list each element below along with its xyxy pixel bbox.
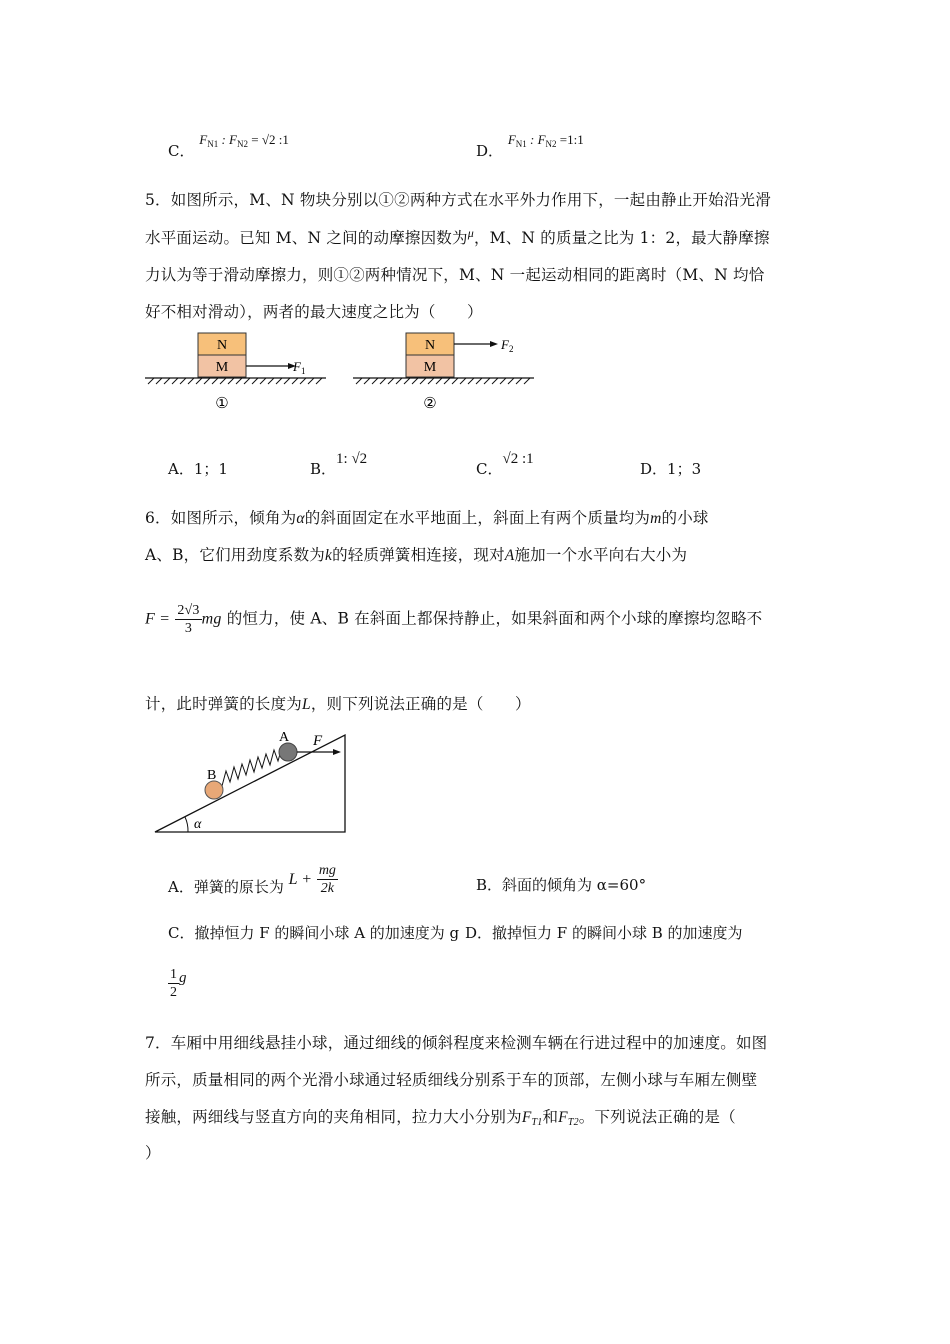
force2-label: $F_2$ (501, 337, 514, 354)
q4-option-d-expr: $F_{N1}$ : $F_{N2}$ =1:1 (507, 132, 584, 149)
q7-line-2: 所示，质量相同的两个光滑小球通过轻质细线分别系于车的顶部，左侧小球与车厢左侧壁 (145, 1071, 758, 1089)
q4-option-c-expr: $F_{N1}$ : $F_{N2} = √2$ :1 (199, 132, 289, 149)
q4-option-c: C． $F_{N1}$ : $F_{N2} = √2$ :1 (168, 132, 289, 160)
ball-b-label: B (207, 768, 217, 783)
q5-fig2 (353, 333, 534, 412)
q4-option-d: D． $F_{N1}$ : $F_{N2}$ =1:1 (476, 132, 584, 160)
q6-option-a: A．弹簧的原长为 L + $\frac{mg}{2k}$ (168, 863, 336, 896)
q5-line-3: 力认为等于滑动摩擦力，则①②两种情况下，M、N 一起运动相同的距离时（M、N 均恰 (145, 266, 765, 284)
block-n-2-label: N (424, 338, 436, 353)
q6-option-b: B．斜面的倾角为 α=60° (476, 876, 647, 894)
angle-arc (185, 817, 188, 832)
incline (155, 735, 345, 832)
spring (222, 747, 282, 786)
q6-line-2: A、B，它们用劲度系数为k的轻质弹簧相连接，现对A施加一个水平向右大小为 (145, 546, 688, 564)
force-label: F (313, 733, 323, 749)
q5-option-b: B．1: √2 (310, 451, 368, 478)
q6-figure (150, 728, 360, 838)
ground-hatch-1 (148, 378, 322, 384)
q6-line-3: F = $\frac{2√3}{3}$ mg 的恒力，使 A、B 在斜面上都保持静止，如果斜面和两个小球的摩擦均忽略不 (145, 603, 763, 636)
q6-option-c: C．撤掉恒力 F 的瞬间小球 A 的加速度为 g (168, 924, 460, 942)
ball-a-label: A (279, 730, 290, 745)
block-n-1-label: N (216, 338, 228, 353)
q7-line-4: ） (145, 1144, 161, 1162)
q7-line-1: 7．车厢中用细线悬挂小球，通过细线的倾斜程度来检测车辆在行进过程中的加速度。如图 (145, 1034, 768, 1052)
q5-line-2: 水平面运动。已知 M、N 之间的动摩擦因数为$^\mu$，M、N 的质量之比为 1：2，最大静摩擦 (145, 226, 770, 247)
q5-line-4: 好不相对滑动），两者的最大速度之比为（ ） (145, 303, 483, 321)
ground-hatch-2 (356, 378, 530, 384)
q5-figure (140, 328, 540, 418)
q6-option-d-value: $\frac{1}{2}$ g (170, 967, 187, 1000)
block-m-2-label: M (423, 360, 437, 375)
q6-option-d-fraction: $\frac{1}{2}$ (170, 967, 177, 1000)
ball-a (279, 743, 297, 761)
q5-option-c: C．√2 :1 (476, 451, 534, 478)
q5-line-1: 5．如图所示，M、N 物块分别以①②两种方式在水平外力作用下，一起由静止开始沿光滑 (145, 191, 771, 209)
block-m-1-label: M (215, 360, 229, 375)
q5-fig1 (145, 333, 326, 412)
force1-label: $F_1$ (293, 359, 306, 376)
q7-line-3: 接触，两细线与竖直方向的夹角相同，拉力大小分别为FT1和FT2。下列说法正确的是（ (145, 1108, 736, 1128)
ball-b (205, 781, 223, 799)
fig-label-2: ② (423, 396, 437, 412)
angle-label: α (194, 817, 202, 832)
q6-line-1: 6．如图所示，倾角为α的斜面固定在水平地面上，斜面上有两个质量均为m的小球 (145, 509, 709, 527)
q5-option-a: A．1；1 (168, 460, 228, 478)
fig-label-1: ① (215, 396, 229, 412)
q6-option-d: D．撤掉恒力 F 的瞬间小球 B 的加速度为 (465, 924, 743, 942)
q6-force-fraction: $\frac{2√3}{3}$ (177, 603, 200, 636)
q6-option-a-fraction: $\frac{mg}{2k}$ (318, 863, 336, 896)
q5-option-d: D．1；3 (640, 460, 702, 478)
q6-line-4: 计，此时弹簧的长度为L，则下列说法正确的是（ ） (145, 695, 531, 713)
